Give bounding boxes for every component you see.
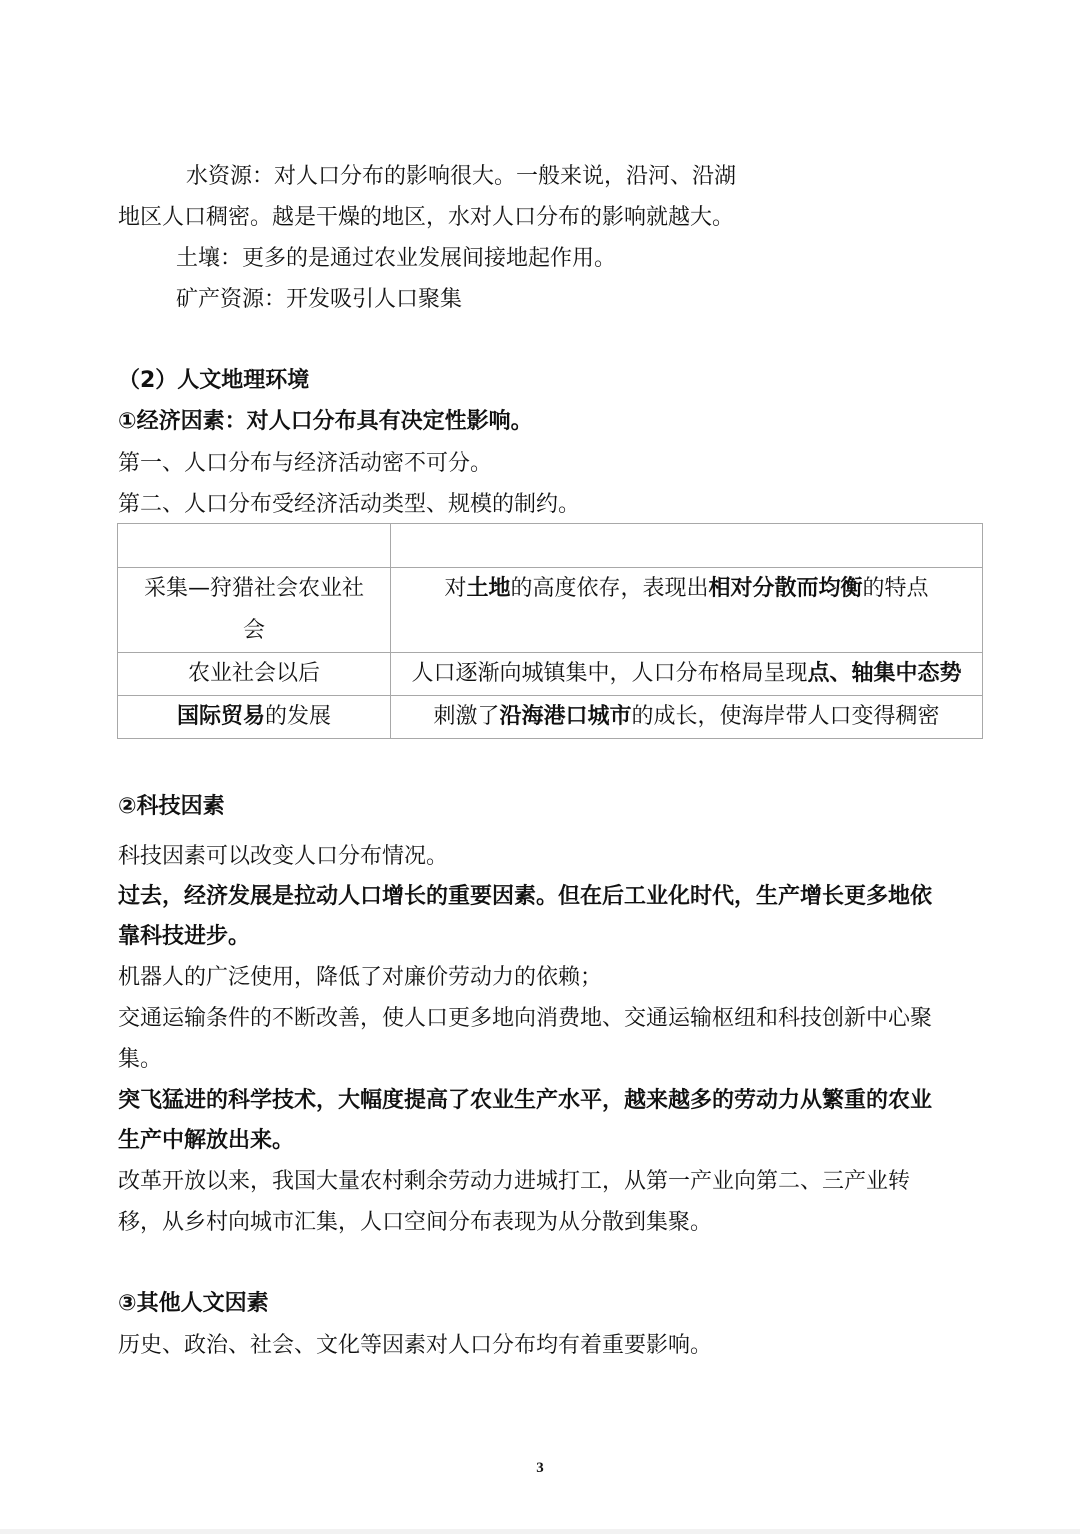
other-factor-text: 历史、政治、社会、文化等因素对人口分布均有着重要影响。 xyxy=(118,1333,713,1358)
human-environment-heading: （2）人文地理环境 xyxy=(118,368,310,393)
transport-line-1: 交通运输条件的不断改善，使人口更多地向消费地、交通运输枢纽和科技创新中心聚 xyxy=(118,1006,933,1031)
tech-intro: 科技因素可以改变人口分布情况。 xyxy=(118,844,449,869)
agri-tech-line-1: 突飞猛进的科学技术，大幅度提高了农业生产水平，越来越多的劳动力从繁重的农业 xyxy=(118,1088,933,1113)
reform-line-2: 移，从乡村向城市汇集，人口空间分布表现为从分散到集聚。 xyxy=(118,1210,713,1235)
desc-text: 的高度依存，表现出 xyxy=(510,576,709,601)
economic-factor-heading: ①经济因素：对人口分布具有决定性影响。 xyxy=(118,409,533,434)
stage-emphasis: 国际贸易 xyxy=(176,704,265,729)
desc-text: 人口逐渐向城镇集中，人口分布格局呈现 xyxy=(411,661,808,686)
robots-line: 机器人的广泛使用，降低了对廉价劳动力的依赖； xyxy=(118,965,603,990)
page-number: 3 xyxy=(536,1460,544,1476)
desc-text: 刺激了 xyxy=(433,704,500,729)
table-cell-stage: 采集—狩猎社会农业社会 xyxy=(118,568,391,653)
economic-stage-table xyxy=(117,523,983,739)
table-header-cell-desc xyxy=(391,524,983,568)
first-point: 第一、人口分布与经济活动密不可分。 xyxy=(118,451,493,476)
table-cell-stage xyxy=(118,696,391,739)
table-cell-desc xyxy=(391,653,983,696)
desc-emphasis: 相对分散而均衡 xyxy=(708,576,863,601)
soil-line: 土壤：更多的是通过农业发展间接地起作用。 xyxy=(176,246,617,271)
table-cell-desc xyxy=(391,696,983,739)
reform-line-1: 改革开放以来，我国大量农村剩余劳动力进城打工，从第一产业向第二、三产业转 xyxy=(118,1169,911,1194)
water-resource-line-2: 地区人口稠密。越是干燥的地区，水对人口分布的影响就越大。 xyxy=(118,205,735,230)
table-row xyxy=(118,568,983,653)
transport-line-2: 集。 xyxy=(118,1047,163,1072)
table-header-row xyxy=(118,524,983,568)
tech-factor-heading: ②科技因素 xyxy=(118,794,225,819)
desc-text: 的特点 xyxy=(862,576,929,601)
desc-emphasis: 沿海港口城市 xyxy=(499,704,632,729)
table-row xyxy=(118,696,983,739)
table-row xyxy=(118,653,983,696)
mineral-line: 矿产资源：开发吸引人口聚集 xyxy=(176,287,463,312)
water-resource-line-1: 水资源：对人口分布的影响很大。一般来说，沿河、沿湖 xyxy=(186,164,737,189)
page-bottom-edge xyxy=(0,1529,1080,1534)
table-cell-desc xyxy=(391,568,983,653)
tech-bold-line-1: 过去，经济发展是拉动人口增长的重要因素。但在后工业化时代，生产增长更多地依 xyxy=(118,884,933,909)
desc-emphasis: 土地 xyxy=(466,576,511,601)
desc-text: 对 xyxy=(444,576,467,601)
table-cell-stage: 农业社会以后 xyxy=(118,653,391,696)
other-factor-heading: ③其他人文因素 xyxy=(118,1291,269,1316)
second-point: 第二、人口分布受经济活动类型、规模的制约。 xyxy=(118,492,581,517)
desc-emphasis: 点、轴集中态势 xyxy=(807,661,962,686)
agri-tech-line-2: 生产中解放出来。 xyxy=(118,1128,295,1153)
stage-text: 的发展 xyxy=(265,704,332,729)
table-header-cell-stage xyxy=(118,524,391,568)
tech-bold-line-2: 靠科技进步。 xyxy=(118,924,251,949)
desc-text: 的成长，使海岸带人口变得稠密 xyxy=(631,704,940,729)
